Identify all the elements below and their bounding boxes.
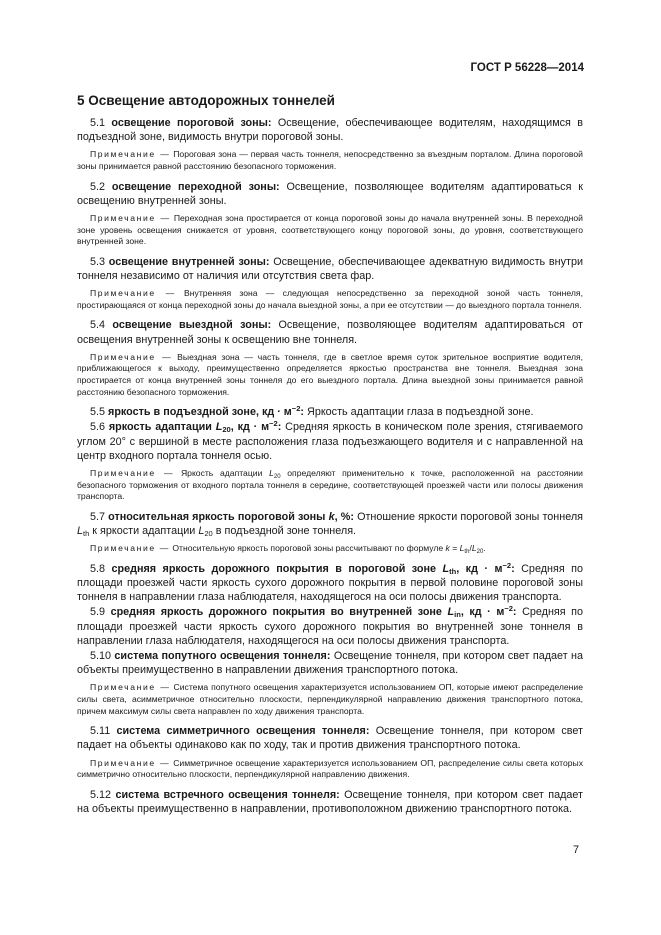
- term: освещение переходной зоны:: [111, 180, 280, 193]
- clause-5-5: 5.5 яркость в подъездной зоне, кд · $м^{-2}$: Яркость адаптации глаза в подъездной зоне.: [90, 404, 534, 419]
- clause-5-1: 5.1 освещение пороговой зоны: Освещение, обеспечивающее водителям, находящимся в подъездной зоне, видимость внутри пороговой зоны.: [77, 117, 584, 144]
- section-body: [77, 116, 583, 816]
- note-label: Примечание —: [90, 149, 171, 160]
- note-5-4: Примечание — Выездная зона — часть тоннеля, где в светлое время суток зрительное восприятие водителя, приближающегося к выходу, преимущественно определяется яркостью пространства вне тоннеля. Выездная зона простирается от конца внутренней зоны тоннеля до его выездного портала. Длина выездной зоны принимается равной расстоянию безопасного торможения.: [77, 351, 583, 397]
- term: относительная яркость пороговой зоны k, %:: [108, 510, 354, 523]
- note-5-7: Примечание — Относительную яркость пороговой зоны рассчитывают по формуле $k = L_{th}/L_{20}$.: [90, 543, 486, 556]
- term: освещение внутренней зоны:: [108, 255, 270, 268]
- clause-5-4: 5.4 освещение выездной зоны: Освещение, позволяющее водителям адаптироваться от освещения внутренней зоны к освещению вне тоннеля.: [77, 319, 584, 346]
- note-5-1: Примечание — Пороговая зона — первая часть тоннеля, непосредственно за въездным порталом. Длина пороговой зоны принимается равной расстоянию безопасного торможения.: [77, 149, 583, 171]
- term: освещение пороговой зоны:: [111, 117, 272, 129]
- clause-5-2: 5.2 освещение переходной зоны: Освещение, позволяющее водителям адаптироваться к освещению внутренней зоны.: [77, 180, 583, 207]
- clause-5-6: 5.6 яркость адаптации $L_{20}$, кд · $м^{-2}$: Средняя яркость в коническом поле зрения, стягиваемого углом 20° с вершиной в месте расположения глаза подъезжающего водителя и с направленной на центр входного портала тоннеля осью.: [77, 419, 583, 462]
- note-5-10: Примечание — Система попутного освещения характеризуется использованием ОП, которые имеют распределение силы света, асимметричное относительно плоскости, перпендикулярной направлению движения транспортного потока, причем максимум силы света направлен по ходу движения транспорта.: [77, 682, 583, 716]
- note-label: Примечание —: [90, 351, 173, 362]
- term: система симметричного освещения тоннеля:: [116, 725, 370, 738]
- page-number: 7: [573, 844, 580, 856]
- term: яркость в подъездной зоне, кд · $м^{-2}$:: [108, 404, 305, 419]
- note-label: Примечание —: [90, 757, 171, 768]
- term: средняя яркость дорожного покрытия во внутренней зоне $L_{in}$, кд · $м^{-2}$:: [110, 604, 517, 620]
- clause-5-3: 5.3 освещение внутренней зоны: Освещение, обеспечивающее адекватную видимость внутри тоннеля независимо от наличия или отсутствия света фар.: [77, 255, 583, 282]
- note-label: Примечание —: [90, 213, 171, 223]
- term: освещение выездной зоны:: [112, 319, 272, 332]
- term: система встречного освещения тоннеля:: [115, 788, 340, 801]
- note-label: Примечание —: [90, 543, 170, 554]
- clause-5-10: 5.10 система попутного освещения тоннеля: Освещение тоннеля, при котором свет падает на объекты преимущественно в направлении движения транспортного потока.: [77, 649, 583, 677]
- clause-5-9: 5.9 средняя яркость дорожного покрытия во внутренней зоне $L_{in}$, кд · $м^{-2}$: Средняя по площади проезжей части яркость сухого дорожного покрытия во внутренней зоне тоннеля в направлении глаза наблюдателя, находящегося на оси полосы движения транспорта.: [77, 604, 584, 647]
- term: яркость адаптации $L_{20}$, кд · $м^{-2}$:: [108, 419, 282, 435]
- note-5-11: Примечание — Симметричное освещение характеризуется использованием ОП, распределение силы света которых симметрично относительно плоскости, перпендикулярной направлению движения.: [77, 757, 583, 780]
- clause-5-7: 5.7 относительная яркость пороговой зоны k, %: Отношение яркости пороговой зоны тоннеля $L_{th}$ к яркости адаптации $L_{20}$ в подъездной зоне тоннеля.: [77, 510, 584, 538]
- clause-5-12: 5.12 система встречного освещения тоннеля: Освещение тоннеля, при котором свет падает на объекты преимущественно в направлении, противоположном движению транспортного потока.: [77, 788, 584, 815]
- standard-designation: ГОСТ Р 56228—2014: [470, 62, 584, 74]
- note-5-3: Примечание — Внутренняя зона — следующая непосредственно за переходной зоной часть тоннеля, простирающаяся от конца переходной зоны до начала выездной зоны, а при ее отсутствии — до выездного портала тоннеля.: [77, 288, 583, 310]
- note-5-6: Примечание — Яркость адаптации $L_{20}$ определяют применительно к точке, расположенной на расстоянии безопасного торможения от входного портала тоннеля в середине, соответствующей проезжей части или полосы движения транспорта.: [77, 467, 583, 502]
- section-title: 5 Освещение автодорожных тоннелей: [77, 93, 335, 108]
- clause-5-8: 5.8 средняя яркость дорожного покрытия в пороговой зоне $L_{th}$, кд · $м^{-2}$: Средняя по площади проезжей части яркость сухого дорожного покрытия в первой половине пороговой зоны тоннеля в направлении глаза наблюдателя, находящегося на оси полосы движения транспорта.: [77, 560, 583, 604]
- note-label: Примечание —: [90, 467, 175, 478]
- term: средняя яркость дорожного покрытия в пороговой зоне $L_{th}$, кд · $м^{-2}$:: [111, 560, 515, 576]
- note-5-2: Примечание — Переходная зона простирается от конца пороговой зоны до начала внутренней зоны. В переходной зоне уровень освещения снижается от уровня, соответствующего концу пороговой зоны, до уровня, соответствующего внутренней зоне.: [77, 213, 583, 247]
- note-label: Примечание —: [90, 288, 176, 299]
- note-label: Примечание —: [90, 682, 171, 693]
- clause-5-11: 5.11 система симметричного освещения тоннеля: Освещение тоннеля, при котором свет падает на объекты одинаково как по ходу, так и против движения транспортного потока.: [77, 725, 583, 752]
- term: система попутного освещения тоннеля:: [114, 649, 331, 662]
